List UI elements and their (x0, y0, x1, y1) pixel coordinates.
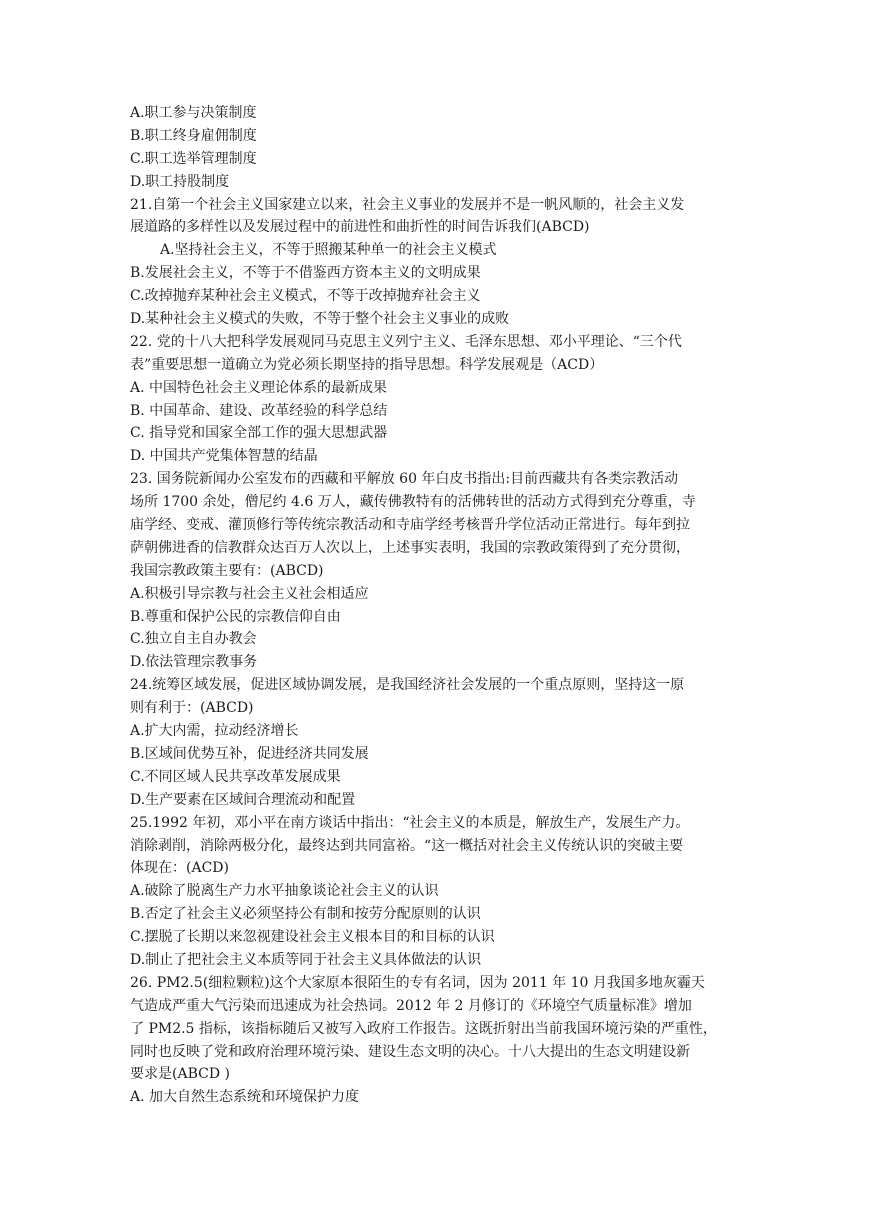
text-line: 了 PM2.5 指标，该指标随后又被写入政府工作报告。这既折射出当前我国环境污染的严重性， (130, 1020, 717, 1037)
text-line: B. 中国革命、建设、改革经验的科学总结 (130, 402, 388, 419)
text-line: C.职工选举管理制度 (130, 150, 257, 167)
text-line: A.积极引导宗教与社会主义社会相适应 (130, 585, 369, 602)
text-line: 22. 党的十八大把科学发展观同马克思主义列宁主义、毛泽东思想、邓小平理论、“三个代 (130, 333, 682, 350)
text-line: 25.1992 年初，邓小平在南方谈话中指出：“社会主义的本质是，解放生产，发展生产力。 (130, 814, 690, 831)
text-line: C.独立自主自办教会 (130, 631, 257, 648)
text-line: A.坚持社会主义，不等于照搬某种单一的社会主义模式 (160, 242, 497, 259)
text-line: A.职工参与决策制度 (130, 105, 257, 121)
text-line: 庙学经、变戒、灌顶修行等传统宗教活动和寺庙学经考核晋升学位活动正常进行。每年到拉 (130, 517, 690, 534)
text-line: 展道路的多样性以及发展过程中的前进性和曲折性的时间告诉我们(ABCD) (130, 219, 590, 236)
text-line: D.职工持股制度 (130, 173, 230, 190)
text-line: D. 中国共产党集体智慧的结晶 (130, 448, 318, 465)
text-line: 同时也反映了党和政府治理环境污染、建设生态文明的决心。十八大提出的生态文明建设新 (130, 1043, 690, 1060)
text-line: 我国宗教政策主要有：(ABCD) (130, 562, 324, 579)
text-line: C.摆脱了长期以来忽视建设社会主义根本目的和目标的认识 (130, 929, 495, 946)
text-line: C.不同区域人民共享改革发展成果 (130, 768, 341, 785)
text-line: 体现在：(ACD) (130, 860, 229, 877)
text-line: B.职工终身雇佣制度 (130, 127, 257, 144)
text-line: 消除剥削，消除两极分化，最终达到共同富裕。“这一概括对社会主义传统认识的突破主要 (130, 837, 684, 854)
text-line: B.区域间优势互补，促进经济共同发展 (130, 745, 369, 762)
text-line: 场所 1700 余处，僧尼约 4.6 万人，藏传佛教特有的活佛转世的活动方式得到充分尊重，寺 (130, 494, 696, 511)
text-line: 萨朝佛进香的信教群众达百万人次以上，上述事实表明，我国的宗教政策得到了充分贯彻， (130, 539, 690, 556)
text-line: A. 加大自然生态系统和环境保护力度 (130, 1089, 360, 1106)
text-line: 则有利于：(ABCD) (130, 700, 254, 717)
text-line: A.扩大内需，拉动经济增长 (130, 723, 299, 740)
text-line: 要求是(ABCD ) (130, 1066, 230, 1083)
text-line: 23. 国务院新闻办公室发布的西藏和平解放 60 年白皮书指出:目前西藏共有各类宗教活动 (130, 471, 679, 488)
text-line: B.发展社会主义，不等于不借鉴西方资本主义的文明成果 (130, 265, 481, 282)
text-line: D.依法管理宗教事务 (130, 654, 258, 671)
text-line: 24.统筹区域发展，促进区域协调发展，是我国经济社会发展的一个重点原则，坚持这一原 (130, 677, 685, 694)
text-line: A. 中国特色社会主义理论体系的最新成果 (130, 379, 388, 396)
text-line: 表”重要思想一道确立为党必须长期坚持的指导思想。科学发展观是（ACD） (130, 356, 604, 373)
text-line: B.尊重和保护公民的宗教信仰自由 (130, 608, 341, 625)
text-line: 26. PM2.5(细粒颗粒)这个大家原本很陌生的专有名词，因为 2011 年 10 月我国多地灰霾天 (130, 974, 705, 991)
text-line: 21.自第一个社会主义国家建立以来，社会主义事业的发展并不是一帆风顺的，社会主义发 (130, 196, 685, 213)
text-line: C.改掉抛弃某种社会主义模式，不等于改掉抛弃社会主义 (130, 288, 481, 305)
text-line: A.破除了脱离生产力水平抽象谈论社会主义的认识 (130, 883, 439, 900)
text-line: D.制止了把社会主义本质等同于社会主义具体做法的认识 (130, 951, 482, 968)
text-line: B.否定了社会主义必须坚持公有制和按劳分配原则的认识 (130, 906, 481, 923)
document-body (130, 102, 770, 1109)
text-line: D.某种社会主义模式的失败，不等于整个社会主义事业的成败 (130, 311, 510, 328)
text-line: 气造成严重大气污染而迅速成为社会热词。2012 年 2 月修订的《环境空气质量标准》增加 (130, 997, 692, 1014)
text-line: C. 指导党和国家全部工作的强大思想武器 (130, 425, 388, 442)
text-line: D.生产要素在区域间合理流动和配置 (130, 791, 356, 808)
